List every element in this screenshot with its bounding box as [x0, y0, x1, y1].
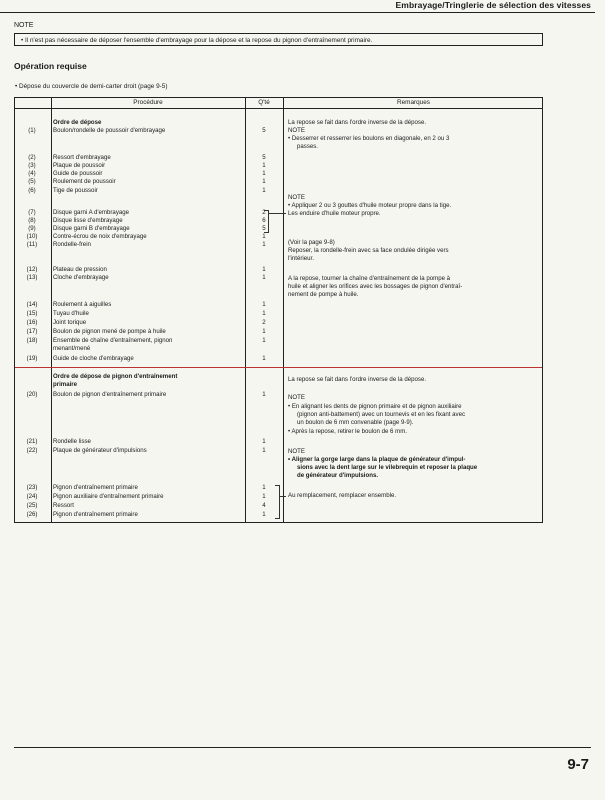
part-name: Boulon de pignon d'entraînement primaire	[53, 391, 167, 398]
remark-note-label: NOTE	[288, 127, 305, 134]
footer-rule	[14, 747, 591, 748]
part-qty: 1	[262, 328, 266, 335]
remark-text: La repose se fait dans l'ordre inverse de la dépose.	[288, 376, 427, 383]
note-label: NOTE	[14, 22, 34, 29]
page-header-title: Embrayage/Tringlerie de sélection des vitesses	[395, 0, 591, 10]
page-number: 9-7	[567, 756, 589, 773]
remark-text: l'intérieur.	[288, 255, 314, 262]
remark-text: sions avec la dent large sur le vilebrequin et reposer la plaque	[297, 464, 478, 471]
row-number: (22)	[26, 447, 38, 454]
bracket-leader	[280, 496, 286, 497]
row-number: (2)	[28, 154, 36, 161]
row-number: (15)	[26, 310, 38, 317]
row-number: (24)	[26, 493, 38, 500]
part-qty: 1	[262, 337, 266, 344]
part-qty: 5	[262, 154, 266, 161]
column-divider	[245, 98, 246, 522]
part-name: Plaque de générateur d'impulsions	[53, 447, 147, 454]
part-qty: 1	[262, 355, 266, 362]
section-title: Ordre de dépose	[53, 119, 102, 126]
remark-text: un boulon de 6 mm convenable (page 9-9).	[297, 419, 414, 426]
row-number: (10)	[26, 233, 38, 240]
operation-prerequisite: • Dépose du couvercle de demi-carter droit (page 9-5)	[15, 83, 168, 90]
part-name-continued: menant/mené	[53, 345, 91, 352]
part-name: Plaque de poussoir	[53, 162, 106, 169]
part-name: Guide de poussoir	[53, 170, 103, 177]
column-header-procedure: Procédure	[133, 99, 163, 106]
part-name: Plateau de pression	[53, 266, 107, 273]
column-divider	[283, 98, 284, 522]
part-qty: 1	[262, 233, 266, 240]
row-number: (18)	[26, 337, 38, 344]
operation-title: Opération requise	[14, 61, 87, 71]
row-number: (7)	[28, 209, 36, 216]
part-qty: 1	[262, 274, 266, 281]
part-qty: 1	[262, 310, 266, 317]
row-number: (3)	[28, 162, 36, 169]
part-qty: 1	[262, 447, 266, 454]
part-name: Joint torique	[53, 319, 87, 326]
row-number: (13)	[26, 274, 38, 281]
part-name: Guide de cloche d'embrayage	[53, 355, 134, 362]
group-bracket	[275, 485, 280, 519]
remark-note-label: NOTE	[288, 448, 305, 455]
part-qty: 1	[262, 241, 266, 248]
remark-text: Les enduire d'huile moteur propre.	[288, 210, 381, 217]
remark-text: (pignon anti-battement) avec un tournevis et en les fixant avec	[297, 411, 466, 418]
remark-text: passes.	[297, 143, 319, 150]
part-qty: 1	[262, 266, 266, 273]
remark-text: • En alignant les dents de pignon primaire et de pignon auxiliaire	[288, 403, 462, 410]
note-text: • Il n'est pas nécessaire de déposer l'ensemble d'embrayage pour la dépose et la repose du pignon d'entraînement primaire.	[21, 37, 373, 44]
row-number: (9)	[28, 225, 36, 232]
row-number: (21)	[26, 438, 38, 445]
row-number: (6)	[28, 187, 36, 194]
part-qty: 1	[262, 170, 266, 177]
row-number: (16)	[26, 319, 38, 326]
row-number: (17)	[26, 328, 38, 335]
column-header-qty: Q'té	[258, 99, 270, 106]
column-header-remarks: Remarques	[396, 99, 431, 106]
header-rule	[0, 12, 595, 13]
part-name: Tige de poussoir	[53, 187, 98, 194]
part-qty: 6	[262, 217, 266, 224]
row-number: (20)	[26, 391, 38, 398]
part-qty: 1	[262, 493, 266, 500]
procedure-table	[14, 97, 543, 523]
remark-text: Reposer, la rondelle-frein avec sa face ondulée dirigée vers	[288, 247, 449, 254]
part-qty: 5	[262, 127, 266, 134]
part-qty: 1	[262, 511, 266, 518]
remark-text: • Desserrer et resserrer les boulons en diagonale, en 2 ou 3	[288, 135, 450, 142]
bracket-leader	[269, 213, 286, 214]
part-qty: 1	[262, 301, 266, 308]
part-name: Ressort	[53, 502, 74, 509]
part-qty: 1	[262, 162, 266, 169]
part-name: Ressort d'embrayage	[53, 154, 111, 161]
section-divider	[15, 367, 542, 368]
remark-text: nement de pompe à huile.	[288, 291, 359, 298]
header-row-divider	[15, 108, 542, 109]
part-qty: 5	[262, 225, 266, 232]
part-qty: 1	[262, 484, 266, 491]
row-number: (26)	[26, 511, 38, 518]
remark-text: de générateur d'impulsions.	[297, 472, 379, 479]
part-name: Tuyau d'huile	[53, 310, 89, 317]
row-number: (11)	[26, 241, 38, 248]
part-name: Contre-écrou de noix d'embrayage	[53, 233, 147, 240]
part-name: Roulement de poussoir	[53, 178, 116, 185]
part-name: Ensemble de chaîne d'entraînement, pignon	[53, 337, 173, 344]
part-name: Rondelle lisse	[53, 438, 91, 445]
part-name: Cloche d'embrayage	[53, 274, 109, 281]
part-name: Boulon de pignon mené de pompe à huile	[53, 328, 166, 335]
part-name: Disque garni B d'embrayage	[53, 225, 130, 232]
part-qty: 2	[262, 209, 266, 216]
row-number: (14)	[26, 301, 38, 308]
remark-note-label: NOTE	[288, 394, 305, 401]
part-name: Roulement à aiguilles	[53, 301, 112, 308]
remark-note-label: NOTE	[288, 194, 305, 201]
row-number: (25)	[26, 502, 38, 509]
row-number: (23)	[26, 484, 38, 491]
row-number: (4)	[28, 170, 36, 177]
part-name: Rondelle-frein	[53, 241, 91, 248]
row-number: (1)	[28, 127, 36, 134]
part-qty: 4	[262, 502, 266, 509]
part-name: Pignon d'entraînement primaire	[53, 484, 138, 491]
remark-text: • Aligner la gorge large dans la plaque de générateur d'impul-	[288, 456, 466, 463]
section-title: Ordre de dépose de pignon d'entraînement	[53, 373, 178, 380]
row-number: (8)	[28, 217, 36, 224]
remark-text: Au remplacement, remplacer ensemble.	[288, 492, 397, 499]
part-name: Disque garni A d'embrayage	[53, 209, 130, 216]
row-number: (12)	[26, 266, 38, 273]
section-title-continued: primaire	[53, 381, 78, 388]
part-name: Boulon/rondelle de poussoir d'embrayage	[53, 127, 166, 134]
remark-text: • Appliquer 2 ou 3 gouttes d'huile moteur propre dans la tige.	[288, 202, 452, 209]
remark-text: (Voir la page 9-8)	[288, 239, 335, 246]
column-divider	[51, 98, 52, 522]
note-box	[14, 33, 543, 46]
part-name: Pignon auxiliaire d'entraînement primaire	[53, 493, 164, 500]
part-qty: 2	[262, 319, 266, 326]
row-number: (5)	[28, 178, 36, 185]
part-qty: 1	[262, 391, 266, 398]
part-name: Pignon d'entraînement primaire	[53, 511, 138, 518]
part-name: Disque lisse d'embrayage	[53, 217, 123, 224]
part-qty: 1	[262, 438, 266, 445]
remark-text: huile et aligner les orifices avec les bossages de pignon d'entraî-	[288, 283, 463, 290]
remark-text: • Après la repose, retirer le boulon de 6 mm.	[288, 428, 407, 435]
remark-text: A la repose, tourner la chaîne d'entraînement de la pompe à	[288, 275, 451, 282]
row-number: (19)	[26, 355, 38, 362]
remark-text: La repose se fait dans l'ordre inverse de la dépose.	[288, 119, 427, 126]
part-qty: 1	[262, 187, 266, 194]
part-qty: 1	[262, 178, 266, 185]
